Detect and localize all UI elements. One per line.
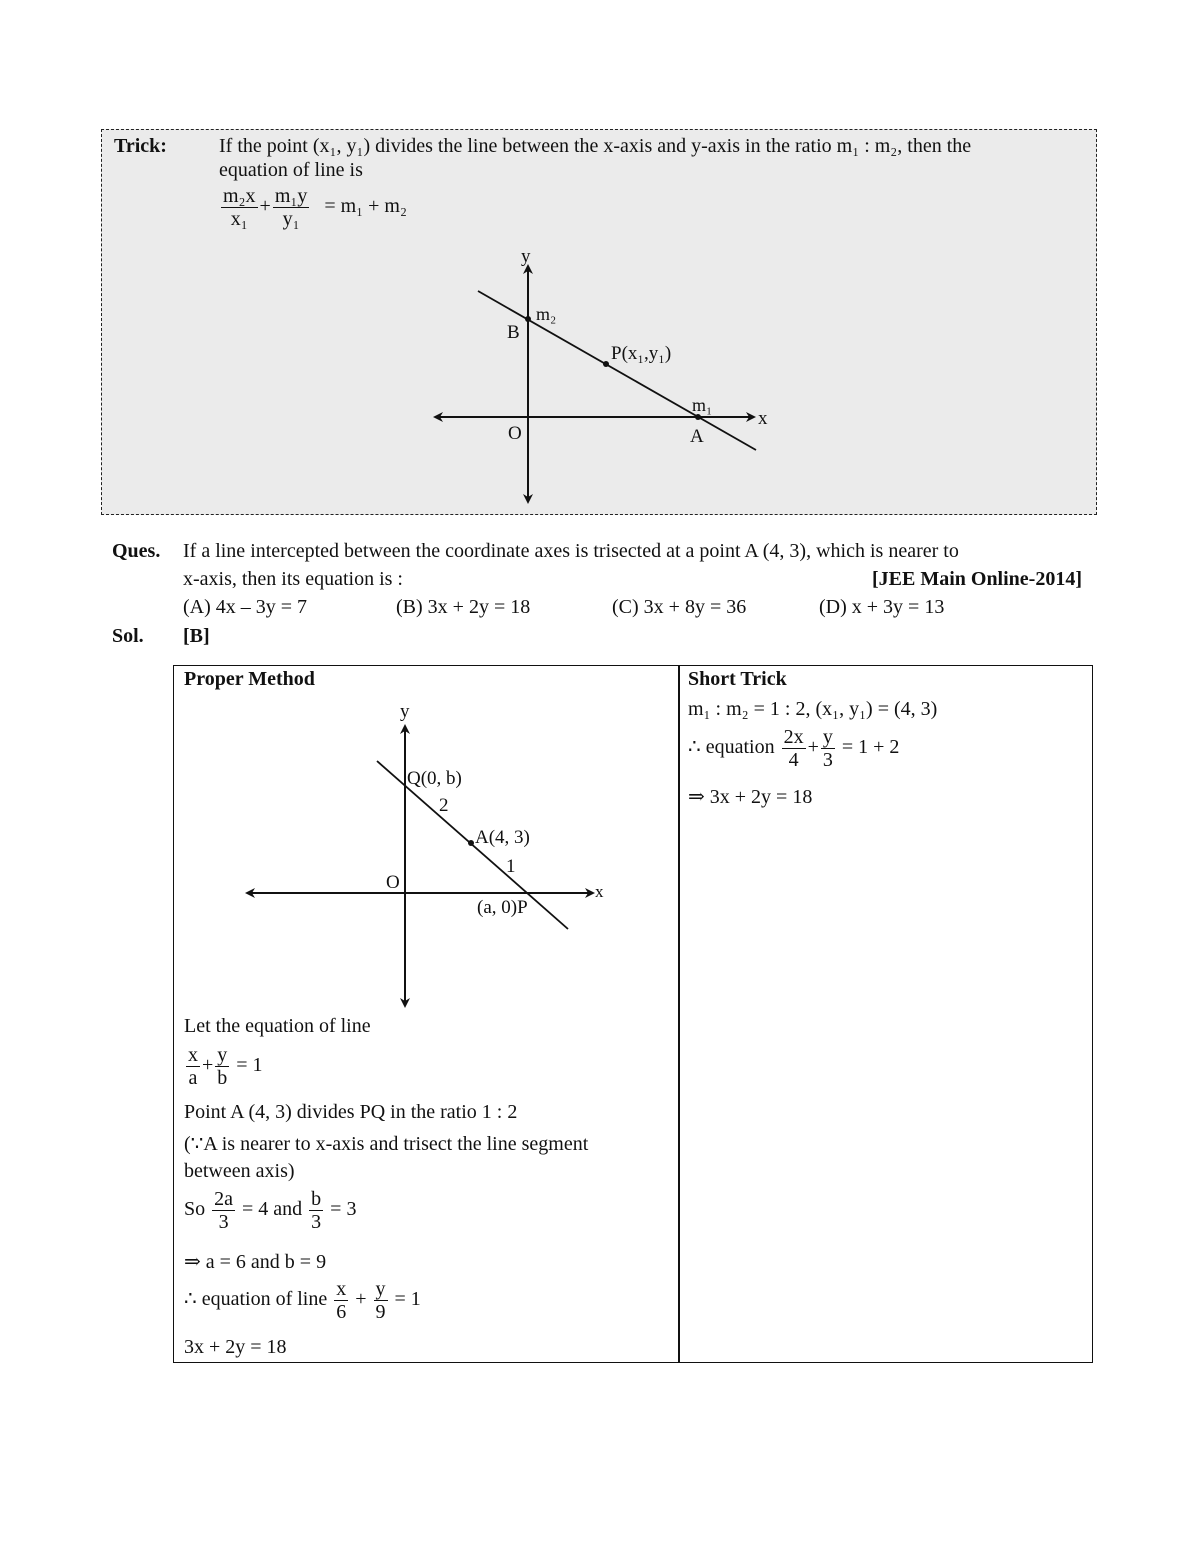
eq1-rhs: = 1: [236, 1054, 263, 1077]
solution-label: Sol.: [112, 625, 144, 647]
trick-point-p: [603, 361, 609, 367]
trick-figure: [102, 130, 1098, 516]
short-ratio-line: m₁ : m₂ = 1 : 2, (x₁, y₁) = (4, 3): [688, 698, 938, 720]
trick-frac-2-num: m₁y: [274, 185, 308, 207]
short-frac-1-num: 2x: [783, 726, 804, 748]
short-trick-heading: Short Trick: [688, 668, 787, 690]
short-prefix: ∴ equation: [688, 736, 775, 759]
short-frac-1-den: 4: [788, 749, 799, 771]
trick-label-b: B: [507, 322, 520, 343]
section-formula-equation: [184, 1188, 356, 1233]
final-frac-1-den: 6: [336, 1301, 347, 1323]
trick-rhs: = m₁ + m₂: [324, 195, 407, 218]
option-b: (B) 3x + 2y = 18: [396, 596, 531, 618]
short-frac-2-num: y: [822, 726, 833, 748]
proper-label-a: A(4, 3): [475, 827, 530, 848]
final-line-equation: [184, 1278, 421, 1323]
trick-label-p: P(x₁,y₁): [611, 343, 672, 364]
proper-label-q: Q(0, b): [407, 768, 462, 789]
trick-plus: +: [259, 195, 271, 218]
so-frac-2-num: b: [311, 1188, 322, 1210]
proper-label-p: (a, 0)P: [477, 897, 528, 918]
trick-frac-1-num: m₂x: [223, 185, 256, 207]
final-frac-2-num: y: [375, 1278, 386, 1300]
trick-label-a: A: [690, 426, 704, 447]
proper-label-x: x: [595, 882, 604, 901]
so-mid: = 4 and: [242, 1198, 303, 1221]
proper-label-y: y: [400, 701, 410, 722]
proper-answer: 3x + 2y = 18: [184, 1336, 287, 1358]
trick-frac-1-den: x₁: [230, 208, 248, 230]
short-rhs: = 1 + 2: [841, 736, 900, 759]
so-frac-2: [309, 1188, 323, 1233]
so-frac-1: [212, 1188, 235, 1233]
trick-text-line2: equation of line is: [219, 159, 363, 181]
proper-label-two: 2: [439, 795, 449, 816]
so-frac-1-den: 3: [218, 1211, 229, 1233]
eq1-frac-1: [186, 1044, 200, 1089]
final-frac-2: [374, 1278, 388, 1323]
trick-frac-2-den: y₁: [282, 208, 300, 230]
option-c: (C) 3x + 8y = 36: [612, 596, 747, 618]
final-frac-2-den: 9: [375, 1301, 386, 1323]
trick-point-b: [525, 316, 531, 322]
so-rhs: = 3: [330, 1198, 357, 1221]
proper-point-a: [468, 840, 474, 846]
trick-label: Trick:: [114, 135, 167, 157]
question-text-line2: x-axis, then its equation is :: [183, 568, 403, 590]
final-prefix: ∴ equation of line: [184, 1288, 328, 1311]
question-label: Ques.: [112, 540, 161, 562]
solution-answer: [B]: [183, 625, 210, 647]
trick-label-y: y: [521, 246, 531, 267]
eq1-frac-2: [215, 1044, 229, 1089]
eq1-frac-1-num: x: [188, 1044, 198, 1066]
ab-values: ⇒ a = 6 and b = 9: [184, 1251, 327, 1273]
final-frac-1: [334, 1278, 348, 1323]
let-equation-text: Let the equation of line: [184, 1015, 371, 1037]
short-frac-2: [821, 726, 835, 771]
trick-label-x: x: [758, 408, 768, 429]
proper-method-heading: Proper Method: [184, 668, 315, 690]
intercept-form-equation: [184, 1044, 263, 1089]
short-answer: ⇒ 3x + 2y = 18: [688, 786, 813, 808]
option-d: (D) x + 3y = 13: [819, 596, 945, 618]
eq1-plus: +: [202, 1054, 214, 1077]
option-a: (A) 4x – 3y = 7: [183, 596, 308, 618]
so-prefix: So: [184, 1198, 206, 1221]
short-frac-1: [782, 726, 806, 771]
eq1-frac-2-den: b: [217, 1067, 228, 1089]
eq1-frac-2-num: y: [217, 1044, 228, 1066]
reason-line-1: (∵A is nearer to x-axis and trisect the line segment: [184, 1133, 589, 1155]
so-frac-1-num: 2a: [214, 1188, 234, 1210]
column-divider: [678, 666, 680, 1362]
proper-label-one: 1: [506, 856, 516, 877]
trick-label-m1: m₁: [692, 395, 713, 415]
solution-table: [173, 665, 1093, 1363]
trick-label-o: O: [508, 423, 522, 444]
final-rhs: = 1: [394, 1288, 421, 1311]
proper-method-figure: [174, 666, 678, 1026]
trick-text-line1: If the point (x₁, y₁) divides the line between the x-axis and y-axis in the ratio m₁ : m₂, then the: [219, 135, 972, 157]
trick-box: [101, 129, 1097, 515]
proper-label-o: O: [386, 872, 400, 893]
trick-label-m2: m₂: [536, 304, 557, 324]
reason-line-2: between axis): [184, 1160, 295, 1182]
question-source: [JEE Main Online-2014]: [871, 568, 1082, 590]
final-plus: +: [355, 1288, 367, 1311]
final-frac-1-num: x: [336, 1278, 347, 1300]
short-equation: [688, 726, 899, 771]
short-frac-2-den: 3: [822, 749, 833, 771]
so-frac-2-den: 3: [311, 1211, 322, 1233]
ratio-statement: Point A (4, 3) divides PQ in the ratio 1 : 2: [184, 1101, 518, 1123]
eq1-frac-1-den: a: [188, 1067, 198, 1089]
question-text-line1: If a line intercepted between the coordinate axes is trisected at a point A (4, 3), which is nearer to: [183, 540, 959, 562]
short-plus: +: [807, 736, 819, 759]
